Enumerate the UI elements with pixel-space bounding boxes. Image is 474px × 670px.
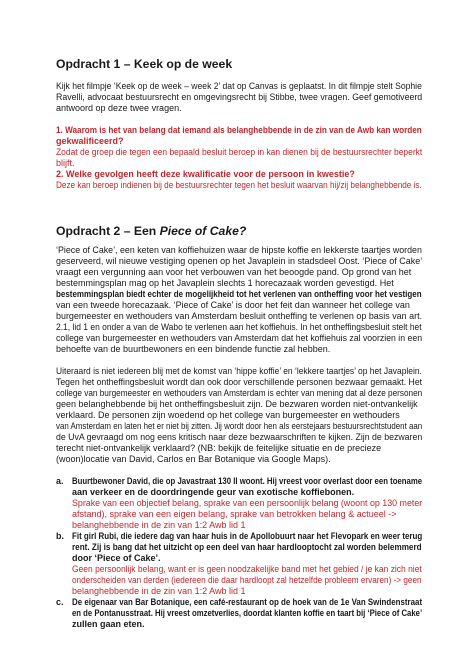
item-label-a: a. (56, 476, 64, 486)
case-line: van een tweede horecazaak. ‘Piece of Cake’ is door het feit dan wanneer het college van (56, 300, 410, 310)
objection-line: Tegen het ontheffingsbesluit wordt dan ook door verschillende personen bezwaar gemaakt. Het (56, 377, 423, 387)
case-line: 2.1, lid 1 en onder a van de Wabo te verlenen aan het koffiehuis. In het ontheffingsbesluit stelt het (56, 322, 422, 332)
item-b-answer: Geen persoonlijk belang, want er is geen noodzakelijke band met het gebied / je kan zich niet (72, 564, 422, 574)
case-line: burgemeester en wethouders van Amsterdam besluit ontheffing te verlenen op basis van art. (56, 311, 423, 321)
item-a-question: aan verkeer en de doordringende geur van exotische koffiebonen. (72, 487, 355, 497)
heading-opdracht-2: Opdracht 2 – Een Piece of Cake? (56, 224, 247, 238)
question-2: 2. Welke gevolgen heeft deze kwalificatie voor de persoon in kwestie? (56, 169, 355, 179)
answer-1: blijft. (56, 158, 75, 168)
item-a-answer: afstand), sprake van een eigen belang, sprake van betrokken belang & actueel -> (72, 509, 397, 519)
item-c-question: De eigenaar van Bar Botanique, een café-restaurant op de hoek van de 1e Van Swindenstraat (72, 597, 423, 607)
item-a-answer: Sprake van een objectief belang, sprake van een persoonlijk belang (woont op 130 meter (72, 498, 423, 508)
intro-line: Ravelli, advocaat bestuursrecht en omgevingsrecht bij Stibbe, twee vragen. Geef gemotiveerd (56, 92, 423, 102)
objection-line: verklaard. De personen zijn woedend op het college van burgemeester en wethouders (56, 410, 400, 420)
question-1: gekwalificeerd? (56, 136, 124, 146)
objection-line: geen belanghebbende bij het ontheffingsbesluit zijn. De bezwaren worden niet-ontvankelijk (56, 399, 418, 409)
case-line: bestemmingsplan biedt echter de mogelijkheid tot het verlenen van ontheffing voor het vestigen (56, 289, 422, 299)
item-a-answer: belanghebbende in de zin van 1:2 Awb lid 1 (72, 520, 246, 530)
item-c-question: zullen gaan eten. (72, 619, 145, 629)
heading-opdracht-1: Opdracht 1 – Keek op de week (56, 57, 233, 71)
case-line: vraagt een vergunning aan voor het verbouwen van het beoogde pand. Op grond van het (56, 267, 412, 277)
question-1: 1. Waarom is het van belang dat iemand als belanghebbende in de zin van de Awb kan worden (56, 125, 422, 135)
objection-line: Uiteraard is niet iedereen blij met de komst van ‘hippe koffie’ en ‘lekkere taartjes’ op het Javaplein. (56, 366, 422, 376)
objection-line: de UvA gevraagd om nog eens kritisch naar deze bezwaarschriften te kijken. Zijn de bezwaren (56, 432, 423, 442)
objection-line: (woon)locatie van David, Carlos en Bar Botanique via Google Maps). (56, 454, 331, 464)
item-c-question: en de Pontanusstraat. Hij vreest omzetverlies, doordat klanten koffie en taart bij ‘Piece of Cake’ (72, 608, 423, 618)
item-b-question: rent. Zij is bang dat het uitzicht op een deel van haar hardlooptocht zal worden belemmerd (72, 542, 422, 552)
objection-line: college van burgemeester en wethouders van Amsterdam is echter van mening dat al deze personen (56, 388, 423, 398)
item-b-question: Fit girl Rubi, die iedere dag van haar huis in de Apollobuurt naar het Flevopark en weer terug (72, 531, 423, 541)
case-line: bestemmingsplan mag op het Javaplein slechts 1 horecazaak worden gevestigd. Het (56, 278, 394, 288)
case-line: college van burgemeester en wethouders van Amsterdam dat het koffiehuis zal voorzien in een (56, 333, 423, 343)
item-b-answer: onderscheiden van derden (iedereen die daar hardloopt zal hetzelfde probleem ervaren) -> geen (72, 575, 422, 585)
item-a-question: Buurtbewoner David, die op Javastraat 130 II woont. Hij vreest voor overlast door een toename (72, 476, 423, 486)
case-line: geserveerd, wil nieuwe vestiging openen op het Javaplein in stadsdeel Oost. ‘Piece of Cake’ (56, 256, 423, 266)
objection-line: van Amsterdam en laten het er niet bij zitten. Jij wordt door hen als eerstejaars bestuursrechtstudent aan (56, 421, 423, 431)
answer-2: Deze kan beroep indienen bij de bestuursrechter tegen het besluit waarvan hij/zij belanghebbende is. (56, 180, 422, 190)
case-line: ‘Piece of Cake’, een keten van koffiehuizen waar de hipste koffie en lekkerste taartjes worden (56, 245, 422, 255)
intro-line: Kijk het filmpje ‘Keek op de week – week 2’ dat op Canvas is geplaatst. In dit filmpje stelt Sophie (56, 81, 422, 91)
item-label-b: b. (56, 531, 64, 541)
intro-line: antwoord op deze twee vragen. (56, 103, 182, 113)
item-b-answer: belanghebbende in de zin van 1:2 Awb lid 1 (72, 586, 246, 596)
case-line: behoefte van de buurtbewoners en een bindende functie zal hebben. (56, 344, 331, 354)
item-b-question: door ‘Piece of Cake’. (72, 553, 161, 563)
item-label-c: c. (56, 597, 64, 607)
objection-line: terecht niet-ontvankelijk verklaard? (NB: bekijk de feitelijke situatie en de precieze (56, 443, 382, 453)
answer-1: Zodat de groep die tegen een bepaald besluit beroep in kan dienen bij de bestuursrechter beperkt (56, 147, 423, 157)
